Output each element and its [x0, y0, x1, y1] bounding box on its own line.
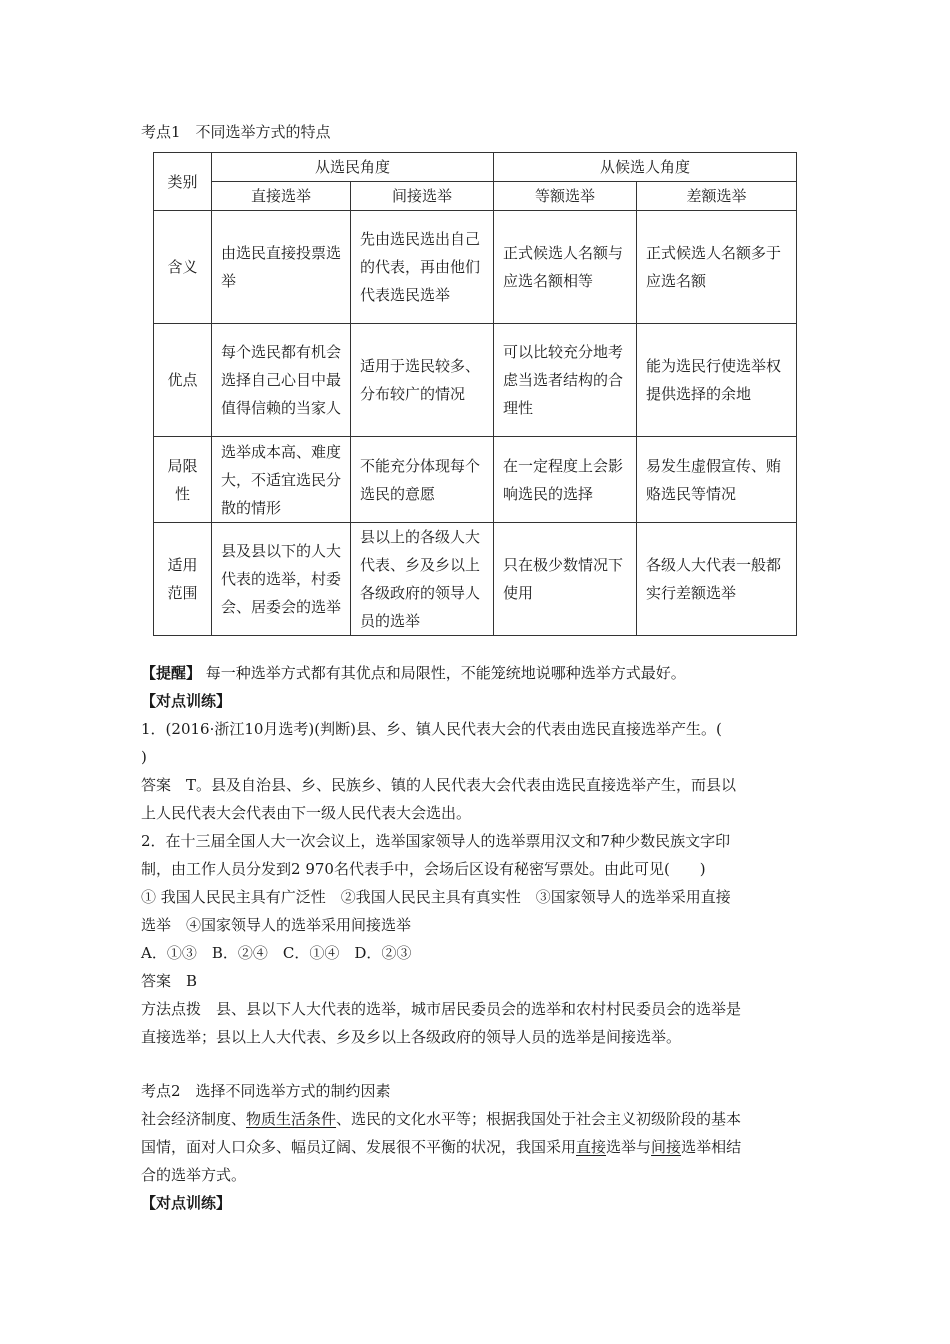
section2-paragraph-line3: 合的选举方式。	[141, 1166, 247, 1184]
table-cell: 每个选民都有机会选择自己心目中最值得信赖的当家人	[212, 324, 351, 437]
table-cell: 各级人大代表一般都实行差额选举	[637, 523, 797, 636]
question-2-choices: A．①③ B．②④ C．①④ D．②③	[141, 944, 412, 962]
text-span: 国情，面对人口众多、幅员辽阔、发展很不平衡的状况，我国采用	[141, 1138, 577, 1156]
table-cell: 由选民直接投票选举	[212, 211, 351, 324]
table-cell: 只在极少数情况下使用	[494, 523, 637, 636]
section2-paragraph-line2	[141, 1133, 811, 1161]
table-cell: 正式候选人名额与应选名额相等	[494, 211, 637, 324]
row-label-limitation: 局限性	[154, 437, 212, 523]
table-cell: 可以比较充分地考虑当选者结构的合理性	[494, 324, 637, 437]
table-cell: 正式候选人名额多于应选名额	[637, 211, 797, 324]
row-label-meaning: 含义	[154, 211, 212, 324]
group-header-candidate: 从候选人角度	[494, 153, 797, 182]
text-span: 选举与	[606, 1138, 652, 1156]
table-row	[154, 523, 797, 636]
training-label-1: 【对点训练】	[141, 692, 232, 710]
answer-1-line2: 上人民代表大会代表由下一级人民代表大会选出。	[141, 804, 472, 822]
underlined-term: 直接	[576, 1138, 607, 1156]
table-cell: 选举成本高、难度大，不适宜选民分散的情形	[212, 437, 351, 523]
question-2-options-line1: ① 我国人民民主具有广泛性 ②我国人民民主具有真实性 ③国家领导人的选举采用直接	[141, 888, 731, 906]
reminder-label: 【提醒】	[141, 664, 202, 682]
question-2-options-line2: 选举 ④国家领导人的选举采用间接选举	[141, 916, 412, 934]
sub-header-competitive: 差额选举	[637, 182, 797, 211]
row-label-advantage: 优点	[154, 324, 212, 437]
training-label-2: 【对点训练】	[141, 1194, 232, 1212]
answer-2: 答案 B	[141, 972, 198, 990]
table-cell: 能为选民行使选举权提供选择的余地	[637, 324, 797, 437]
table-cell: 县及县以下的人大代表的选举，村委会、居委会的选举	[212, 523, 351, 636]
question-1-line2: )	[141, 748, 147, 766]
method-tip-line1: 方法点拨 县、县以下人大代表的选举，城市居民委员会的选举和农村村民委员会的选举是	[141, 1000, 742, 1018]
election-methods-table	[153, 152, 797, 636]
sub-header-direct: 直接选举	[212, 182, 351, 211]
method-tip-line2: 直接选举；县以上人大代表、乡及乡以上各级政府的领导人员的选举是间接选举。	[141, 1028, 682, 1046]
table-cell: 县以上的各级人大代表、乡及乡以上各级政府的领导人员的选举	[351, 523, 494, 636]
sub-header-equal: 等额选举	[494, 182, 637, 211]
table-row	[154, 437, 797, 523]
question-1-line1: 1．(2016·浙江10月选考)(判断)县、乡、镇人民代表大会的代表由选民直接选举产生。(	[141, 720, 722, 738]
table-cell: 易发生虚假宣传、贿赂选民等情况	[637, 437, 797, 523]
section2-paragraph-line1	[141, 1105, 811, 1133]
table-corner: 类别	[154, 153, 212, 211]
question-2-line1: 2．在十三届全国人大一次会议上，选举国家领导人的选举票用汉文和7种少数民族文字印	[141, 832, 731, 850]
group-header-voter: 从选民角度	[212, 153, 494, 182]
section1-title: 考点1 不同选举方式的特点	[141, 123, 331, 141]
table-row	[154, 211, 797, 324]
text-span: 选举相结	[681, 1138, 742, 1156]
text-span: 、选民的文化水平等；根据我国处于社会主义初级阶段的基本	[336, 1110, 742, 1128]
section2-title: 考点2 选择不同选举方式的制约因素	[141, 1082, 391, 1100]
row-label-scope: 适用范围	[154, 523, 212, 636]
sub-header-indirect: 间接选举	[351, 182, 494, 211]
answer-1-line1: 答案 T。县及自治县、乡、民族乡、镇的人民代表大会代表由选民直接选举产生，而县以	[141, 776, 737, 794]
underlined-term: 物质生活条件	[246, 1110, 337, 1128]
underlined-term: 间接	[651, 1138, 682, 1156]
table-cell: 在一定程度上会影响选民的选择	[494, 437, 637, 523]
table-row	[154, 324, 797, 437]
question-2-line2: 制，由工作人员分发到2 970名代表手中，会场后区设有秘密写票处。由此可见( )	[141, 860, 706, 878]
reminder-text: 每一种选举方式都有其优点和局限性，不能笼统地说哪种选举方式最好。	[205, 664, 686, 682]
table-cell: 适用于选民较多、分布较广的情况	[351, 324, 494, 437]
table-cell: 先由选民选出自己的代表，再由他们代表选民选举	[351, 211, 494, 324]
table-cell: 不能充分体现每个选民的意愿	[351, 437, 494, 523]
text-span: 社会经济制度、	[141, 1110, 247, 1128]
reminder	[141, 659, 811, 687]
